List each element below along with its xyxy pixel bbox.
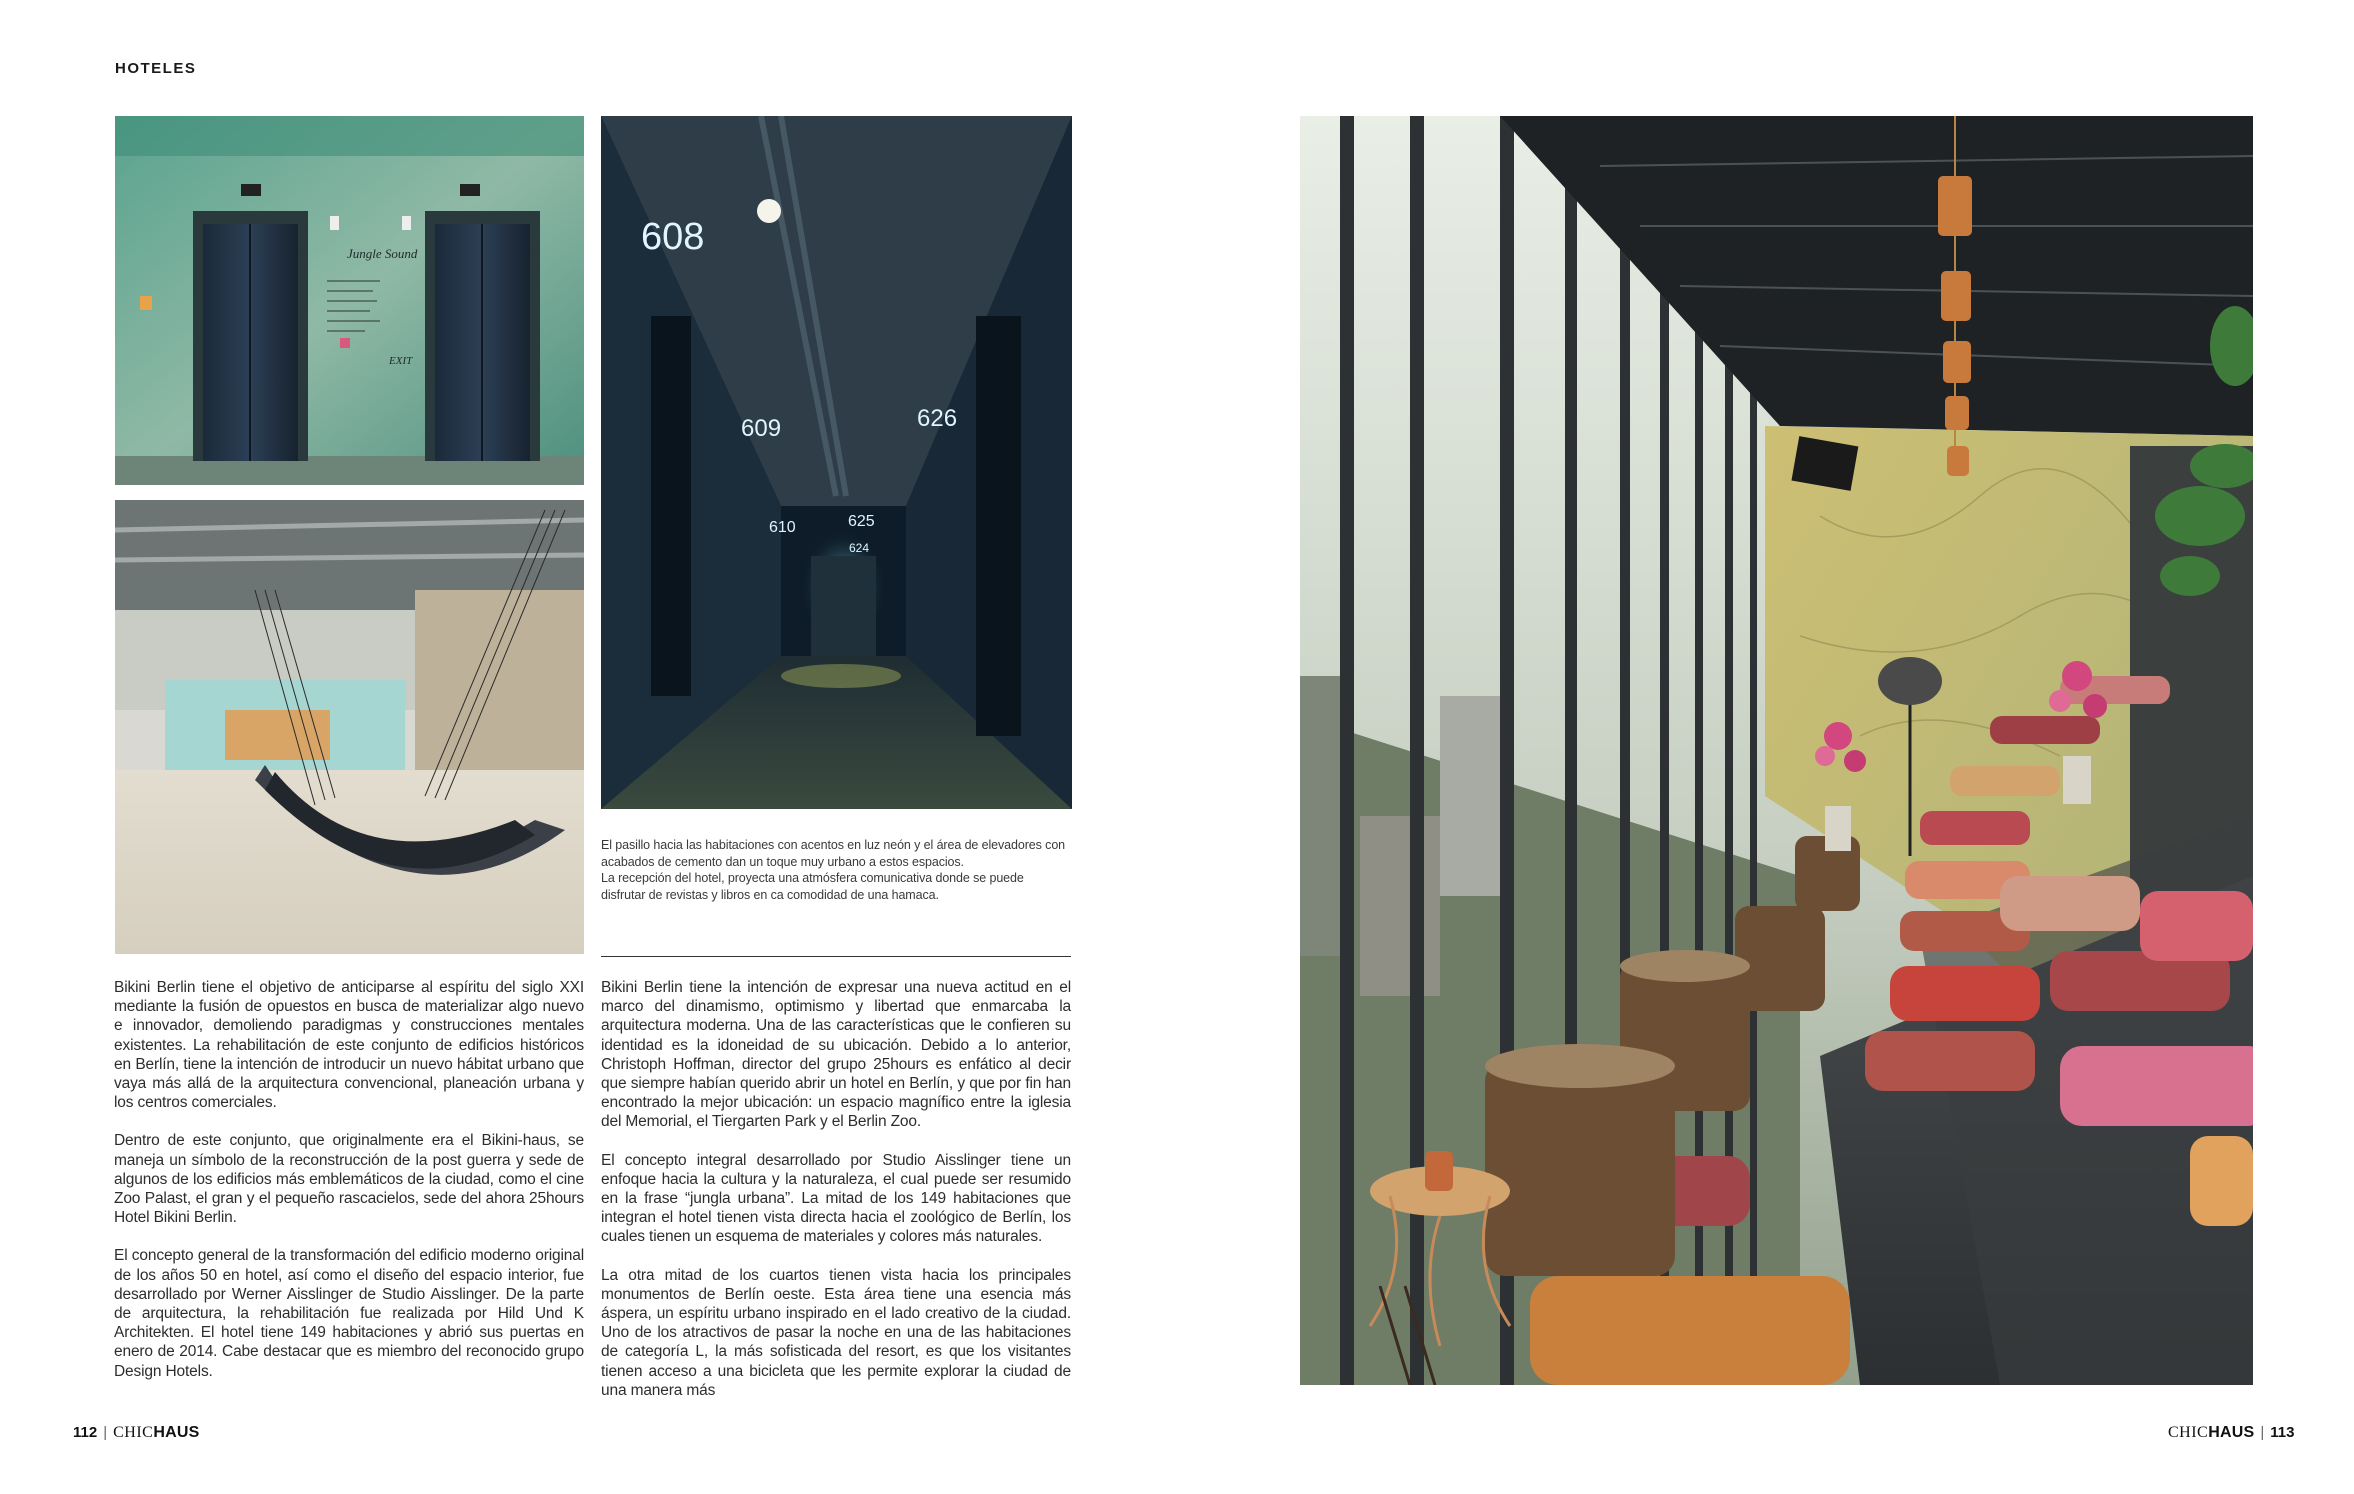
page-number-right: 113 bbox=[2270, 1424, 2295, 1441]
room-number: 625 bbox=[848, 513, 875, 530]
sign-exit: EXIT bbox=[389, 355, 413, 367]
brand-haus: HAUS bbox=[2208, 1424, 2255, 1441]
folio-separator: | bbox=[103, 1424, 108, 1441]
brand-chic: CHIC bbox=[2168, 1424, 2209, 1441]
photo-caption bbox=[601, 837, 1071, 903]
photo-elevators bbox=[115, 116, 584, 485]
folio-left bbox=[73, 1424, 199, 1442]
article-column-1 bbox=[114, 978, 584, 1400]
brand-chic: CHIC bbox=[113, 1424, 154, 1441]
article-paragraph: El concepto general de la transformación del edificio moderno original de los años 50 en hotel, así como el diseño del espacio interior, fue desarrollado por Werner Aisslinger de Studio Aisslinger. De la parte de arquitectura, la rehabilitación fue realizada por Hild Und K Architekten. El hotel tiene 149 habitaciones y abrió sus puertas en enero de 2014. Cabe destacar que es miembro del reconocido grupo Design Hotels. bbox=[114, 1247, 584, 1380]
section-label: HOTELES bbox=[115, 60, 197, 77]
article-paragraph: Dentro de este conjunto, que originalmente era el Bikini-haus, se maneja un símbolo de la reconstrucción de la post guerra y sede de algunos de los edificios más emblemáticos de la ciudad, como el cine Zoo Palast, el gran y el pequeño rascacielos, sede del ahora 25hours Hotel Bikini Berlin. bbox=[114, 1132, 584, 1227]
article-paragraph: El concepto integral desarrollado por Studio Aisslinger tiene un enfoque hacia la cultura y la naturaleza, el cual puede ser resumido en la frase “jungla urbana”. La mitad de los 149 habitaciones que integran el hotel tienen vista directa hacia el zoológico de Berlín, los cuales tienen un esquema de materiales y colores más naturales. bbox=[601, 1151, 1071, 1246]
room-number: 624 bbox=[849, 541, 870, 555]
article-paragraph: La otra mitad de los cuartos tienen vista hacia los principales monumentos de Berlín oeste. Esta área tiene una esencia más áspera, un espíritu urbano inspirado en el lado creativo de la ciudad. Uno de los atractivos de pasar la noche en una de las habitaciones de categoría L, la más sofisticada del resort, es que los visitantes tienen acceso a una bicicleta que les permite explorar la ciudad de una manera más bbox=[601, 1266, 1071, 1399]
column-divider bbox=[601, 956, 1071, 957]
brand-logo-left bbox=[113, 1424, 199, 1442]
article-paragraph: Bikini Berlin tiene el objetivo de anticiparse al espíritu del siglo XXI mediante la fusión de opuestos en busca de materializar algo nuevo e innovador, demoliendo paradigmas y construcciones mentales existentes. La rehabilitación de este conjunto de edificios históricos en Berlín, tiene la intención de introducir un nuevo hábitat urbano que vaya más allá de la arquitectura convencional, planeación urbana y los centros comerciales. bbox=[114, 979, 584, 1112]
brand-haus: HAUS bbox=[153, 1424, 200, 1441]
photo-hammock-reception bbox=[115, 500, 584, 954]
page-number-left: 112 bbox=[73, 1424, 98, 1441]
folio-right bbox=[2168, 1424, 2294, 1442]
sign-jungle-sound: Jungle Sound bbox=[347, 246, 418, 261]
caption-line: La recepción del hotel, proyecta una atmósfera comunicativa donde se puede disfrutar de revistas y libros en ca comodidad de una hamaca. bbox=[601, 871, 1024, 902]
room-number: 608 bbox=[641, 216, 705, 258]
brand-logo-right bbox=[2168, 1424, 2254, 1442]
room-number: 610 bbox=[769, 519, 796, 536]
room-number: 609 bbox=[741, 415, 782, 442]
caption-line: El pasillo hacia las habitaciones con acentos en luz neón y el área de elevadores con acabados de cemento dan un toque muy urbano a estos espacios. bbox=[601, 838, 1066, 869]
photo-neon-corridor bbox=[601, 116, 1072, 809]
article-column-2 bbox=[601, 978, 1071, 1419]
folio-separator: | bbox=[2260, 1424, 2265, 1441]
photo-lounge bbox=[1300, 116, 2253, 1385]
room-number: 626 bbox=[917, 405, 958, 432]
article-paragraph: Bikini Berlin tiene la intención de expresar una nueva actitud en el marco del dinamismo, optimismo y libertad que enmarcaba la arquitectura moderna. Una de las características que le confieren su identidad es la idoneidad de su ubicación. Debido a lo anterior, Christoph Hoffman, director del grupo 25hours es enfático al decir que siempre habían querido abrir un hotel en Berlín, y que por fin han encontrado la mejor ubicación: un espacio magnífico entre la iglesia del Memorial, el Tiergarten Park y el Berlin Zoo. bbox=[601, 979, 1071, 1131]
